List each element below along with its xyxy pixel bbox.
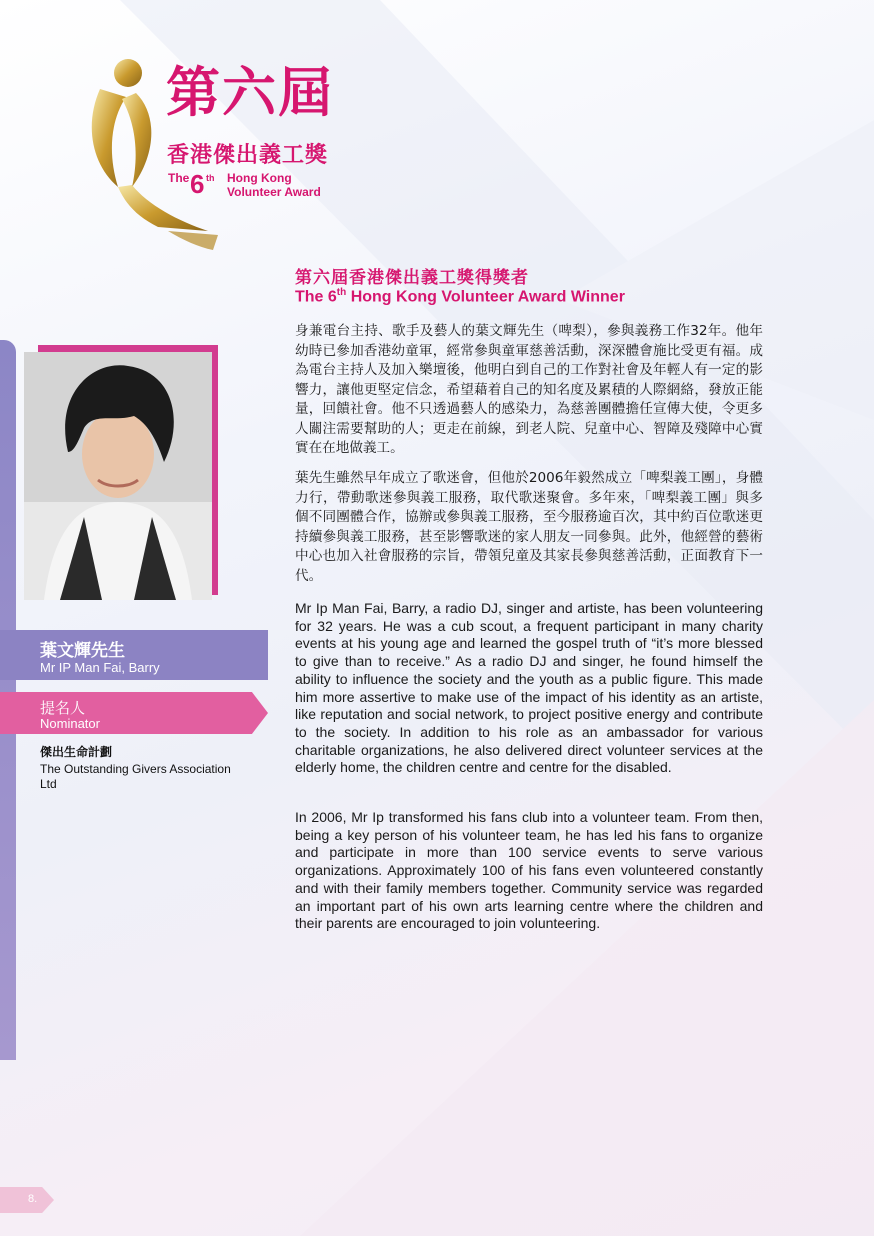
body-paragraph-zh-2: 葉先生雖然早年成立了歌迷會，但他於2006年毅然成立「啤梨義工團」，身體力行，帶動歌迷參與義工服務，取代歌迷聚會。多年來，「啤梨義工團」與多個不同團體合作，協辦或參與義工服務，至今服務逾百次，其中約百位歌迷更持續參與義工服務，甚至影響歌迷的家人朋友一同參與。此外，他經營的藝術中心也加入社會服務的宗旨，帶領兒童及其家長參與慈善活動，正面教育下一代。 xyxy=(295,470,763,584)
award-heading-en xyxy=(295,287,625,306)
heading-en-suffix: Hong Kong Volunteer Award Winner xyxy=(346,288,625,306)
winner-portrait-photo xyxy=(24,352,212,600)
body-paragraph-en-1: Mr Ip Man Fai, Barry, a radio DJ, singer and artiste, has been volunteering for 32 years. He was a cub scout, a frequent participant in many charity events at his young age and learned the gospel truth of “it’s more blessed to give than to receive.” As a radio DJ and singer, he found himself the ability to influence the society and the youth as a public figure. This made him more assertive to make use of the impact of his identity as an artiste, like reputation and social network, to project positive energy and contribute to the society. In addition to his role as an ambassador for various charitable organizations, he also delivered direct volunteer services at the elderly home, the children centre and centre for the disabled. xyxy=(295,600,763,776)
body-paragraph-zh-1: 身兼電台主持、歌手及藝人的葉文輝先生（啤梨），參與義務工作32年。他年幼時已參加香港幼童軍，經常參與童軍慈善活動，深深體會施比受更有福。成為電台主持人及加入樂壇後，他明白到自己的工作對社會及年輕人有一定的影響力，讓他更堅定信念，希望藉着自己的知名度及累積的人際網絡，發放正能量，回饋社會。他不只透過藝人的感染力，為慈善團體擔任宣傳大使，令更多人關注需要幫助的人；更走在前線，到老人院、兒童中心、智障及殘障中心實實在在地做義工。 xyxy=(295,323,763,456)
logo-en-line1: Hong Kong xyxy=(227,171,292,185)
nominator-label-en: Nominator xyxy=(40,716,100,731)
winner-name-zh: 葉文輝先生 xyxy=(40,641,125,661)
logo-en-line2: Volunteer Award xyxy=(227,185,321,199)
heading-en-sup: th xyxy=(336,287,347,298)
logo-en-six: 6 xyxy=(190,169,205,199)
heading-en-prefix: The 6 xyxy=(295,288,337,306)
page-number: 8. xyxy=(28,1193,38,1205)
nominator-org-en: The Outstanding Givers Association Ltd xyxy=(40,762,231,791)
logo-subtitle: 香港傑出義工獎 xyxy=(167,143,329,168)
logo-title: 第六屆 xyxy=(166,61,334,124)
winner-name-en: Mr IP Man Fai, Barry xyxy=(40,660,160,675)
logo-en-the: The xyxy=(168,171,190,185)
award-heading-zh: 第六屆香港傑出義工獎得獎者 xyxy=(295,268,529,288)
body-paragraph-en-2: In 2006, Mr Ip transformed his fans club into a volunteer team. From then, being a key person of his volunteer team, he has led his fans to organize and participate in more than 100 service events to serve various organizations. Approximately 100 of his fans even volunteered constantly and with their family members together. Community service was regarded an important part of his own arts learning centre where the children and their parents are encouraged to join volunteering. xyxy=(295,809,763,932)
nominator-org-zh: 傑出生命計劃 xyxy=(40,745,113,759)
logo-en-th: th xyxy=(206,173,215,183)
nominator-label-zh: 提名人 xyxy=(40,699,86,717)
